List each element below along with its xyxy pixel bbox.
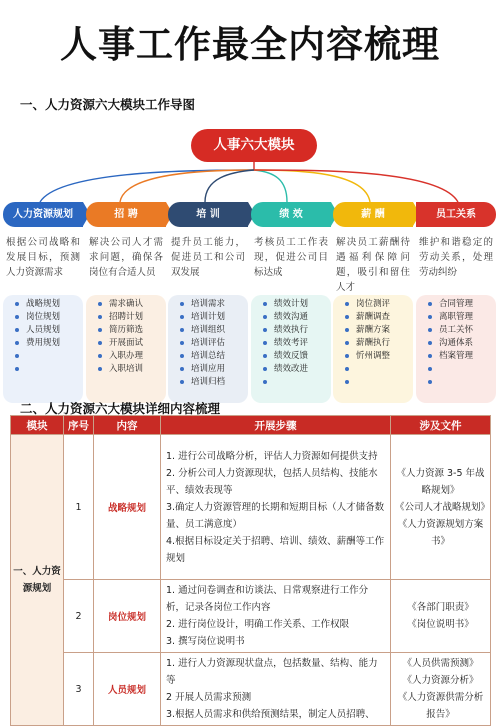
module-task-item: 培训计划: [180, 311, 246, 324]
module-task-item: 绩效沟通: [263, 311, 329, 324]
file-line: 《人员供需预测》: [402, 658, 479, 669]
file-line: 《人力资源 3-5 年战略规划》: [396, 467, 485, 496]
row-steps-cell: [161, 580, 391, 653]
module-description: 考核员工工作表现，促进公司目标达成: [254, 237, 328, 278]
file-line: 《公司人才战略规划》: [395, 501, 491, 513]
module-task-item: 培训组织: [180, 324, 246, 337]
table-row: [11, 435, 491, 580]
module-task-item: 员工关怀: [428, 324, 494, 337]
module-task-item: 需求确认: [98, 298, 164, 311]
module-task-item: 费用规划: [15, 337, 81, 350]
file-line: 《人力资源规划方案书》: [397, 518, 484, 547]
module-column: [3, 202, 83, 403]
module-task-list: [168, 295, 248, 403]
module-label: 薪 酬: [333, 202, 413, 227]
file-line: 《人力资源分析》: [402, 675, 479, 686]
row-files-cell: [391, 653, 491, 726]
module-task-item: 绩效改进: [263, 363, 329, 376]
module-task-item: 培训应用: [180, 363, 246, 376]
module-label: 人力资源规划: [3, 202, 83, 227]
table-row: [11, 580, 491, 653]
module-task-item: 忻州调整: [345, 350, 411, 363]
step-line: 4.根据目标设定关于招聘、培训、绩效、薪酬等工作规划: [166, 535, 385, 564]
module-task-item: 开展面试: [98, 337, 164, 350]
table-header-row: [11, 416, 491, 435]
module-task-item: 绩效计划: [263, 298, 329, 311]
module-description: 维护和谐稳定的劳动关系，处理劳动纠纷: [419, 237, 493, 278]
module-description: 解决员工薪酬待遇福利保障问题，吸引和留住人才: [336, 237, 410, 293]
module-task-item: 绩效反馈: [263, 350, 329, 363]
module-name-cell: 一、人力资源规划: [11, 435, 64, 726]
module-task-item: 简历筛选: [98, 324, 164, 337]
module-task-item: 绩效考评: [263, 337, 329, 350]
row-content-cell: 战略规划: [94, 435, 161, 580]
module-label: 员工关系: [416, 202, 496, 227]
module-task-item: 薪酬执行: [345, 337, 411, 350]
module-task-item: [345, 376, 411, 389]
module-description: 根据公司战略和发展目标，预测人力资源需求: [6, 237, 80, 278]
module-task-item: 入职办理: [98, 350, 164, 363]
module-task-item: [263, 376, 329, 389]
step-line: 1. 进行公司战略分析，评估人力资源如何提供支持: [166, 450, 378, 462]
module-task-item: 离职管理: [428, 311, 494, 324]
module-task-list: [416, 295, 496, 403]
module-task-item: 培训评估: [180, 337, 246, 350]
module-task-item: 招聘计划: [98, 311, 164, 324]
module-task-item: [428, 363, 494, 376]
page-title: 人事工作最全内容梳理: [60, 23, 440, 66]
row-number-cell: 1: [64, 435, 94, 580]
module-task-item: 战略规划: [15, 298, 81, 311]
module-column: [251, 202, 331, 403]
module-label: 绩 效: [251, 202, 331, 227]
step-line: 2. 分析公司人力资源现状，包括人员结构、技能水平、绩效表现等: [166, 467, 378, 496]
header-module: 模块: [11, 416, 64, 435]
module-label: 培 训: [168, 202, 248, 227]
table-row: [11, 653, 491, 726]
module-task-list: [333, 295, 413, 403]
module-description: 解决公司人才需求问题，确保各岗位有合适人员: [89, 237, 163, 278]
file-line: 《岗位说明书》: [407, 619, 474, 630]
step-line: 2 开展人员需求预测: [166, 692, 252, 703]
module-task-item: 入职培训: [98, 363, 164, 376]
header-number: 序号: [64, 416, 94, 435]
header-files: 涉及文件: [391, 416, 491, 435]
header-content: 内容: [94, 416, 161, 435]
detail-table: [10, 415, 491, 726]
row-files-cell: [391, 580, 491, 653]
file-line: 《人力资源供需分析报告》: [397, 692, 484, 720]
module-task-item: 培训需求: [180, 298, 246, 311]
module-task-list: [251, 295, 331, 403]
header-steps: 开展步骤: [161, 416, 391, 435]
module-task-list: [86, 295, 166, 403]
module-description: 提升员工能力，促进员工和公司双发展: [171, 237, 245, 278]
step-line: 1. 进行人力资源现状盘点，包括数量、结构、能力等: [166, 658, 378, 686]
module-column: [416, 202, 496, 403]
file-line: 《各部门职责》: [407, 602, 474, 613]
module-task-item: 岗位规划: [15, 311, 81, 324]
row-content-cell: 人员规划: [94, 653, 161, 726]
module-column: [168, 202, 248, 403]
row-number-cell: 2: [64, 580, 94, 653]
step-line: 3.确定人力资源管理的长期和短期目标（人才储备数量、员工满意度）: [166, 501, 385, 530]
row-content-cell: 岗位规划: [94, 580, 161, 653]
row-files-cell: [391, 435, 491, 580]
step-line: 3. 撰写岗位说明书: [166, 636, 245, 647]
step-line: 2. 进行岗位设计，明确工作关系、工作权限: [166, 619, 350, 630]
module-task-item: [15, 350, 81, 363]
row-steps-cell: [161, 435, 391, 580]
module-task-item: 档案管理: [428, 350, 494, 363]
module-task-item: 培训归档: [180, 376, 246, 389]
center-node: 人事六大模块: [191, 129, 317, 162]
row-steps-cell: [161, 653, 391, 726]
module-task-item: 薪酬调查: [345, 311, 411, 324]
module-column: [86, 202, 166, 403]
module-label: 招 聘: [86, 202, 166, 227]
module-task-item: 绩效执行: [263, 324, 329, 337]
step-line: 3.根据人员需求和供给预测结果，制定人员招聘、: [166, 709, 375, 720]
module-task-list: [3, 295, 83, 403]
module-task-item: 培训总结: [180, 350, 246, 363]
module-task-item: 薪酬方案: [345, 324, 411, 337]
module-task-item: 岗位测评: [345, 298, 411, 311]
section1-title: 一、人力资源六大模块工作导图: [20, 97, 196, 112]
module-task-item: [345, 363, 411, 376]
module-task-item: [428, 376, 494, 389]
section2-title: 二、人力资源六大模块详细内容梳理: [20, 401, 221, 416]
row-number-cell: 3: [64, 653, 94, 726]
module-task-item: 沟通体系: [428, 337, 494, 350]
module-task-item: 人员规划: [15, 324, 81, 337]
module-task-item: 合同管理: [428, 298, 494, 311]
module-column: [333, 202, 413, 403]
step-line: 1. 通过问卷调查和访谈法、日常观察进行工作分析，记录各岗位工作内容: [166, 585, 369, 613]
module-task-item: [15, 363, 81, 376]
